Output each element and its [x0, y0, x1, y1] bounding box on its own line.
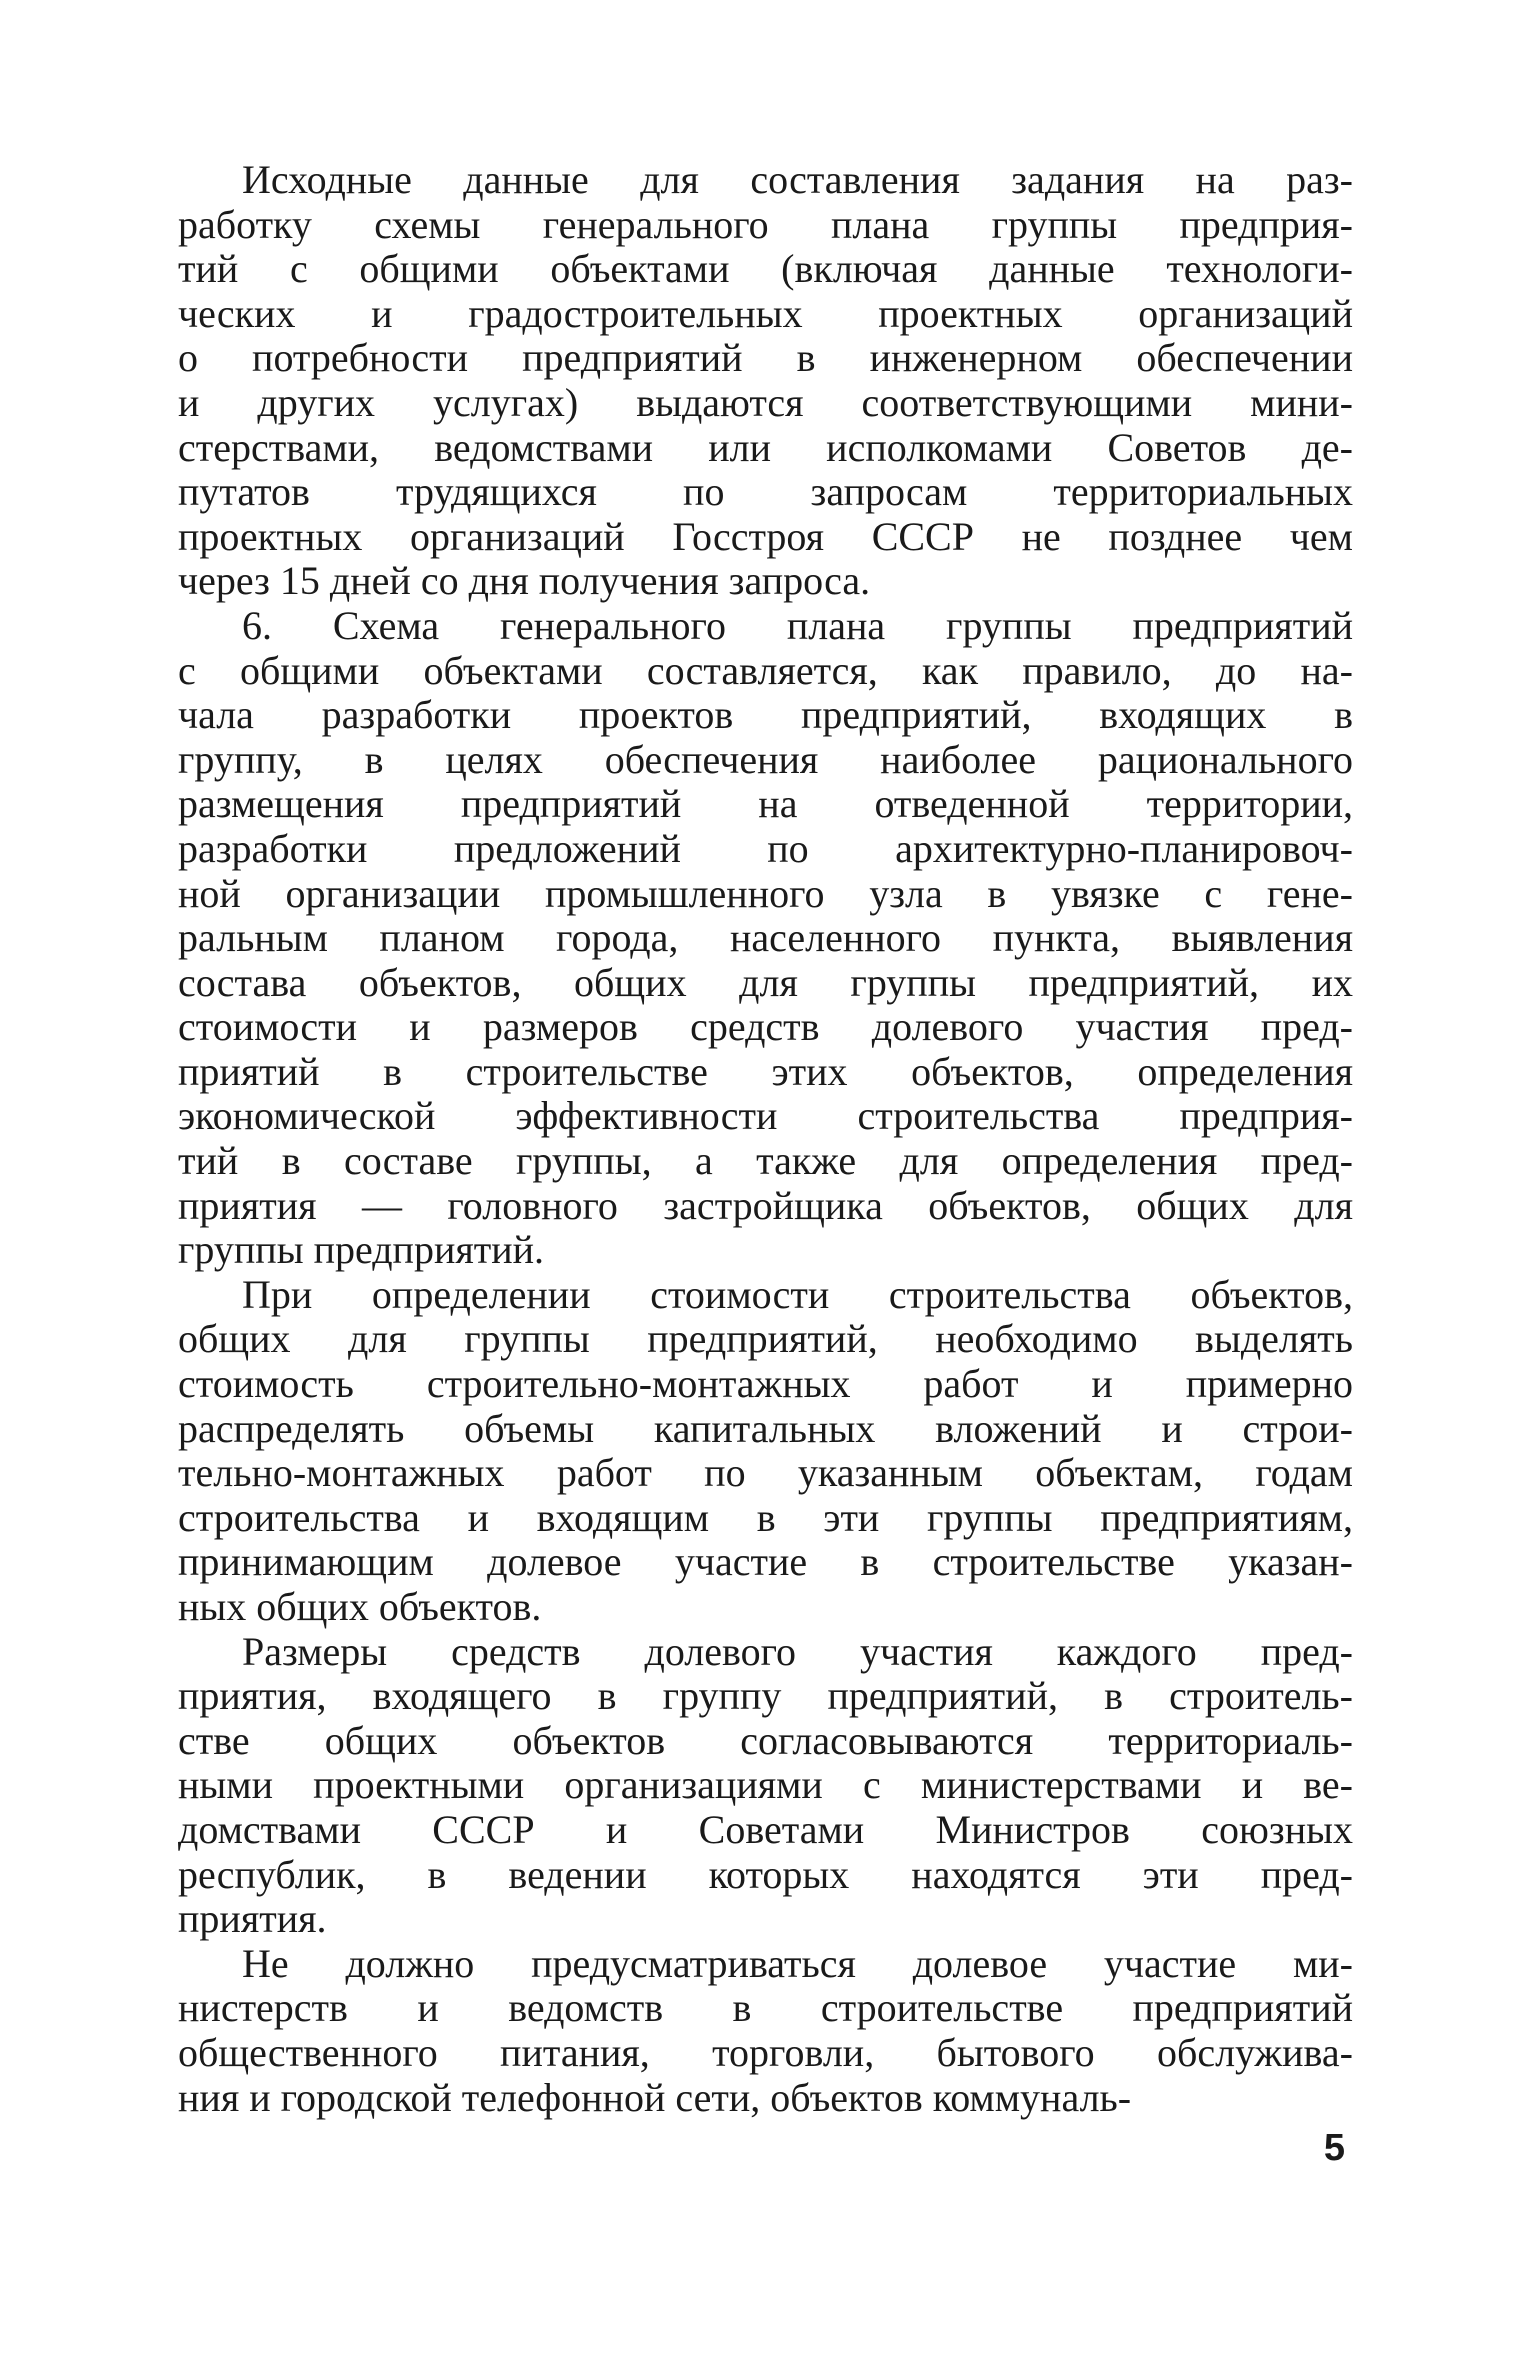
- text-line: ральным планом города, населенного пункта, выявления: [178, 915, 1353, 961]
- text-line: с общими объектами составляется, как правило, до на-: [178, 647, 1353, 693]
- text-line: приятия, входящего в группу предприятий, в строитель-: [178, 1673, 1353, 1719]
- text-line: тельно-монтажных работ по указанным объектам, годам: [178, 1450, 1353, 1496]
- text-line: чала разработки проектов предприятий, входящих в: [178, 692, 1353, 738]
- text-line: и других услугах) выдаются соответствующими мини-: [178, 379, 1353, 425]
- text-line: нистерств и ведомств в строительстве предприятий: [178, 1985, 1353, 2031]
- paragraph-share-amounts: [178, 1630, 1353, 1942]
- paragraph-cost-determination: [178, 1273, 1353, 1630]
- text-line: общих для группы предприятий, необходимо выделять: [178, 1316, 1353, 1362]
- text-line: размещения предприятий на отведенной территории,: [178, 781, 1353, 827]
- text-line: путатов трудящихся по запросам территориальных: [178, 469, 1353, 515]
- text-line: приятия — головного застройщика объектов, общих для: [178, 1182, 1353, 1228]
- text-line: проектных организаций Госстроя СССР не позднее чем: [178, 513, 1353, 559]
- paragraph-no-share: [178, 1942, 1353, 2120]
- text-line: стоимость строительно-монтажных работ и примерно: [178, 1361, 1353, 1407]
- text-line: приятий в строительстве этих объектов, определения: [178, 1048, 1353, 1094]
- text-line: ния и городской телефонной сети, объектов коммуналь-: [178, 2074, 1132, 2120]
- text-line: через 15 дней со дня получения запроса.: [178, 558, 871, 604]
- text-line: работку схемы генерального плана группы предприя-: [178, 201, 1353, 247]
- text-line: экономической эффективности строительства предприя-: [178, 1093, 1353, 1139]
- text-line: о потребности предприятий в инженерном обеспечении: [178, 335, 1353, 381]
- paragraph-clause-6: [178, 604, 1353, 1273]
- page-number: 5: [1323, 2127, 1345, 2169]
- text-line: строительства и входящим в эти группы предприятиям,: [178, 1494, 1353, 1540]
- text-line: домствами СССР и Советами Министров союзных: [178, 1806, 1353, 1852]
- text-line: стерствами, ведомствами или исполкомами Советов де-: [178, 424, 1353, 470]
- text-line: ческих и градостроительных проектных организаций: [178, 290, 1353, 336]
- text-line: республик, в ведении которых находятся эти пред-: [178, 1851, 1353, 1897]
- text-line: общественного питания, торговли, бытового обслужива-: [178, 2029, 1353, 2075]
- paragraph-source-data: [178, 158, 1353, 604]
- text-line: группы предприятий.: [178, 1227, 545, 1273]
- text-line: Размеры средств долевого участия каждого пред-: [242, 1628, 1353, 1674]
- text-line: тий в составе группы, а также для определения пред-: [178, 1138, 1353, 1184]
- text-line: разработки предложений по архитектурно-планировоч-: [178, 825, 1353, 871]
- text-line: Исходные данные для составления задания на раз-: [242, 157, 1353, 202]
- text-line: группу, в целях обеспечения наиболее рационального: [178, 736, 1353, 782]
- text-line: Не должно предусматриваться долевое участие ми-: [242, 1940, 1353, 1986]
- text-line: тий с общими объектами (включая данные технологи-: [178, 246, 1353, 292]
- text-line: состава объектов, общих для группы предприятий, их: [178, 959, 1353, 1005]
- text-line: ными проектными организациями с министерствами и ве-: [178, 1762, 1353, 1808]
- text-line: стве общих объектов согласовываются территориаль-: [178, 1717, 1353, 1763]
- text-line: 6. Схема генерального плана группы предприятий: [242, 602, 1353, 648]
- text-line: приятия.: [178, 1896, 327, 1942]
- body-text: [178, 158, 1353, 2120]
- text-line: ной организации промышленного узла в увязке с гене-: [178, 870, 1353, 916]
- text-line: распределять объемы капитальных вложений и строи-: [178, 1405, 1353, 1451]
- text-line: ных общих объектов.: [178, 1584, 542, 1629]
- text-line: стоимости и размеров средств долевого участия пред-: [178, 1004, 1353, 1050]
- text-line: принимающим долевое участие в строительстве указан-: [178, 1539, 1353, 1585]
- text-line: При определении стоимости строительства объектов,: [242, 1271, 1353, 1317]
